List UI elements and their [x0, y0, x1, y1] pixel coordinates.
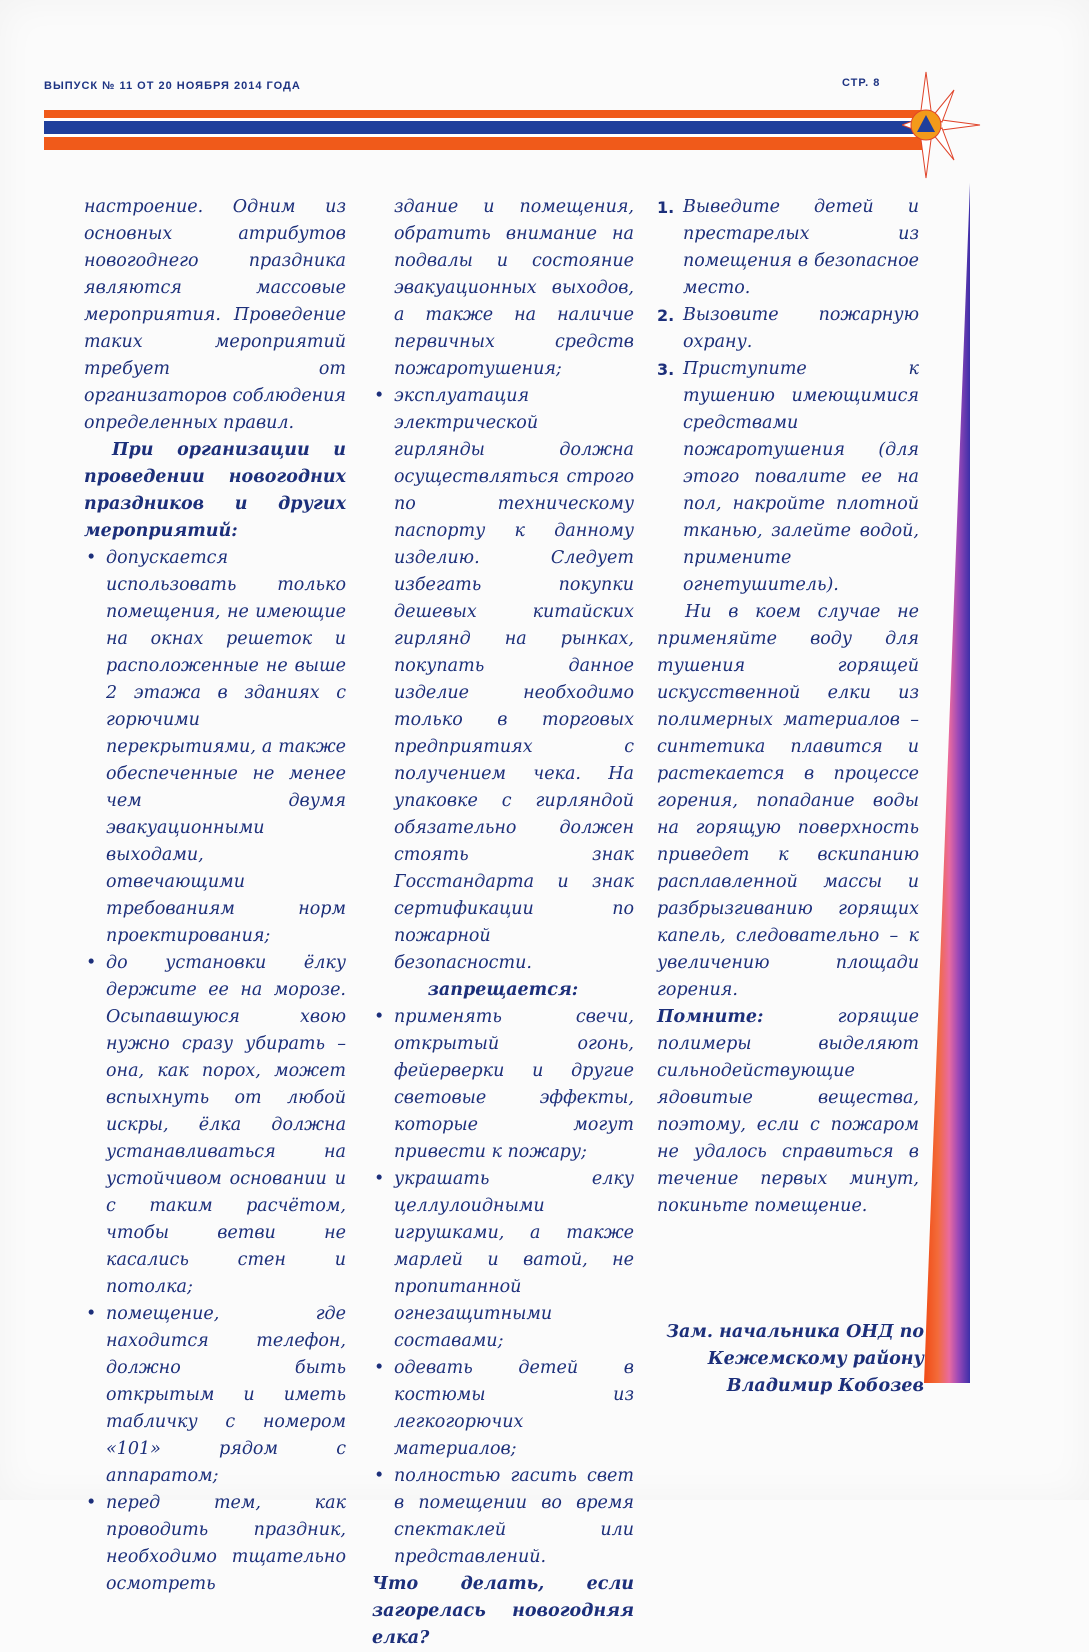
- list-item: • эксплуатация электрической гирлянды должна осуществляться строго по техническому паспорту к данному изделию. Следует избегать покупки дешевых китайских гирлянд на рынках, покупать данное изделие необходимо только в торговых предприятиях с получением чека. На упаковке с гирляндой обязательно должен стоять знак Госстандарта и знак сертификации по пожарной безопасности.: [372, 383, 634, 977]
- list-item: • украшать елку целлулоидными игрушками, а также марлей и ватой, не пропитанной огнезащитными составами;: [372, 1166, 634, 1355]
- intro-paragraph: настроение. Одним из основных атрибутов новогоднего праздника являются массовые мероприятия. Проведение таких мероприятий требует от организаторов соблюдения определенных правил.: [84, 197, 346, 433]
- list-item: • до установки ёлку держите ее на морозе. Осыпавшуюся хвою нужно сразу убирать – она, как порох, может вспыхнуть от любой искры, ёлка должна устанавливаться на устойчивом основании и с таким расчётом, чтобы ветви не касались стен и потолка;: [84, 950, 346, 1301]
- list-item: • помещение, где находится телефон, должно быть открытым и иметь табличку с номером «101» рядом с аппаратом;: [84, 1301, 346, 1490]
- author-signature: [640, 1319, 924, 1400]
- signature-position: Зам. начальника ОНД по: [666, 1322, 924, 1342]
- forbidden-list: [372, 1004, 634, 1571]
- list-item: [657, 356, 919, 599]
- issue-header: ВЫПУСК № 11 ОТ 20 НОЯБРЯ 2014 ГОДА: [44, 80, 301, 92]
- rules-list: [84, 545, 346, 1598]
- list-item: • полностью гасить свет в помещении во время спектаклей или представлений.: [372, 1463, 634, 1571]
- list-item: • применять свечи, открытый огонь, фейерверки и другие световые эффекты, которые могут привести к пожару;: [372, 1004, 634, 1166]
- step-text: Вызовите пожарную охрану.: [683, 305, 919, 352]
- garland-list: [372, 383, 634, 977]
- list-item: • одевать детей в костюмы из легкогорючих материалов;: [372, 1355, 634, 1463]
- remember-paragraph: [657, 1004, 919, 1220]
- question-heading: Что делать, если загорелась новогодняя елка?: [372, 1574, 634, 1648]
- warning-paragraph: Ни в коем случае не применяйте воду для тушения горящей искусственной елки из полимерных материалов – синтетика плавится и растекается в процессе горения, попадание воды на горящую поверхность приведет к вскипанию расплавленной массы и разбрызгиванию горящих капель, следовательно – к увеличению площади горения.: [657, 602, 919, 1000]
- decorative-gradient-band: [924, 183, 970, 1383]
- list-item: • допускается использовать только помещения, не имеющие на окнах решеток и расположенные не выше 2 этажа в зданиях с горючими перекрытиями, а также обеспеченные не менее чем двумя эвакуационными выходами, отвечающими требованиям норм проектирования;: [84, 545, 346, 950]
- signature-district: Кежемскому району: [707, 1349, 924, 1369]
- list-item: [657, 302, 919, 356]
- step-number: 1.: [657, 198, 675, 217]
- organization-heading: При организации и проведении новогодних праздников и других мероприятий:: [84, 440, 346, 541]
- signature-name: Владимир Кобозев: [726, 1376, 924, 1396]
- step-number: 3.: [657, 360, 675, 379]
- column-3: [657, 194, 919, 1220]
- step-number: 2.: [657, 306, 675, 325]
- remember-text: горящие полимеры выделяют сильнодействующие ядовитые вещества, поэтому, если с пожаром не удалось справиться в течение первых минут, покиньте помещение.: [657, 1007, 919, 1216]
- continued-paragraph: здание и помещения, обратить внимание на подвалы и состояние эвакуационных выходов, а также на наличие первичных средств пожаротушения;: [394, 197, 634, 379]
- forbidden-heading: запрещается:: [427, 980, 579, 1000]
- fire-steps-list: [657, 194, 919, 599]
- step-text: Выведите детей и престарелых из помещения в безопасное место.: [683, 197, 919, 298]
- step-text: Приступите к тушению имеющимися средствами пожаротушения (для этого повалите ее на пол, накройте плотной тканью, залейте водой, примените огнетушитель).: [683, 359, 919, 595]
- column-2: [372, 194, 634, 1652]
- list-item: [657, 194, 919, 302]
- page-number: СТР. 8: [842, 77, 881, 89]
- remember-label: Помните:: [657, 1007, 764, 1027]
- header-stripes: [44, 110, 924, 154]
- compass-star-emblem-icon: [902, 70, 982, 180]
- column-1: [84, 194, 346, 1598]
- list-item: • перед тем, как проводить праздник, необходимо тщательно осмотреть: [84, 1490, 346, 1598]
